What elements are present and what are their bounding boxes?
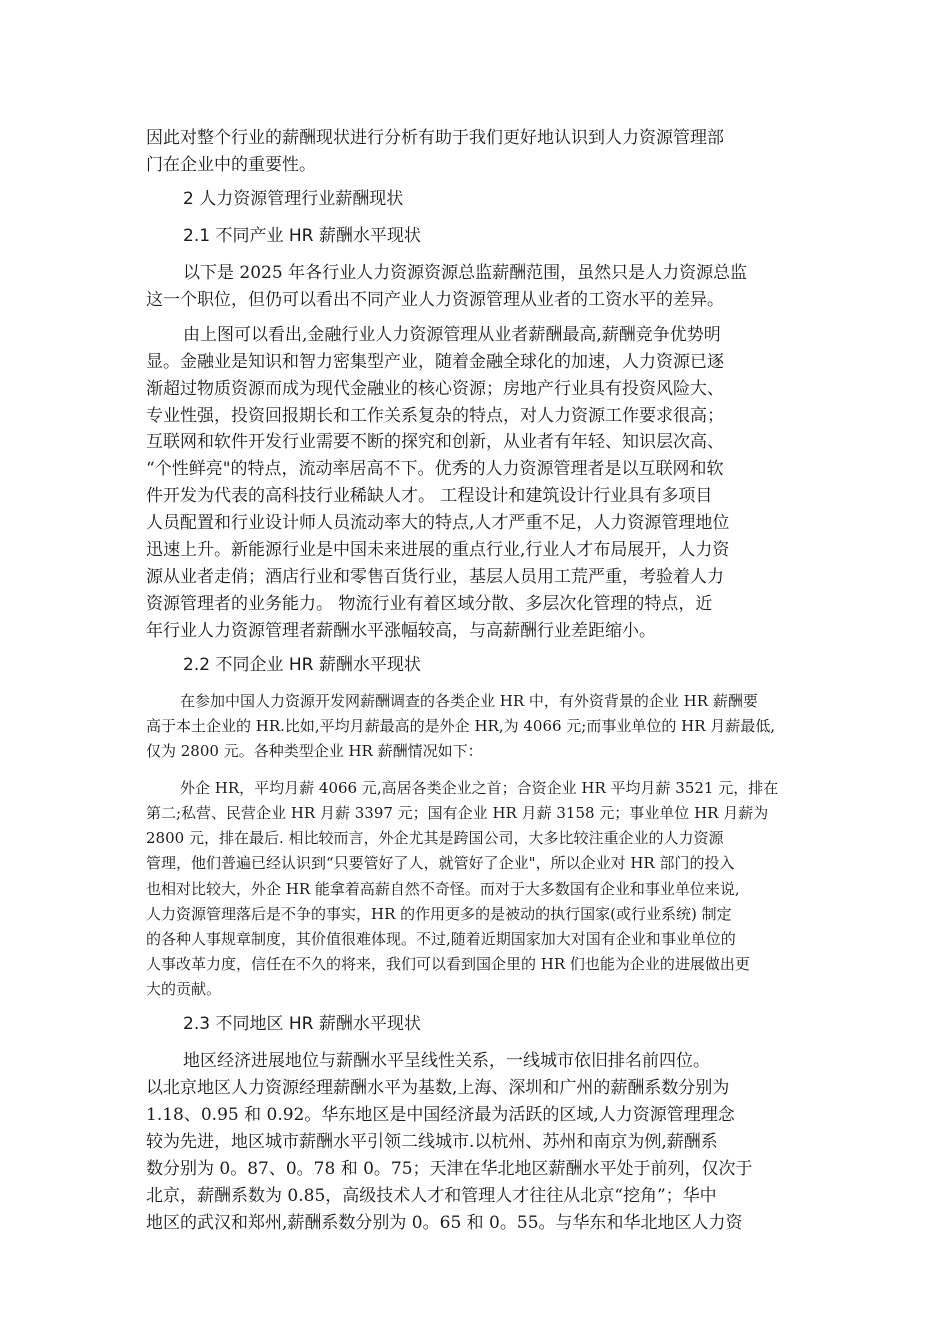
paragraph-line: 地区的武汉和郑州,薪酬系数分别为 0。65 和 0。55。与华东和华北地区人力资 [146,1213,743,1233]
paragraph-line: 仅为 2800 元。各种类型企业 HR 薪酬情况如下： [146,742,483,760]
section-2-3-heading: 2.3 不同地区 HR 薪酬水平现状 [183,1014,421,1034]
paragraph-line: 由上图可以看出,金融行业人力资源管理从业者薪酬最高,薪酬竞争优势明 [183,325,721,345]
paragraph-line: 迅速上升。新能源行业是中国未来进展的重点行业,行业人才布局展开，人力资 [146,540,730,560]
paragraph-line: 地区经济进展地位与薪酬水平呈线性关系，一线城市依旧排名前四位。 [183,1051,710,1071]
paragraph-line: 第二;私营、民营企业 HR 月薪 3397 元；国有企业 HR 月薪 3158 元；事业单位 HR 月薪为 [146,804,769,822]
paragraph-line: 人力资源管理落后是不争的事实，HR 的作用更多的是被动的执行国家(或行业系统) 制定 [146,905,732,923]
section-2-2-heading: 2.2 不同企业 HR 薪酬水平现状 [183,655,421,675]
section-2-heading: 2 人力资源管理行业薪酬现状 [183,189,404,209]
paragraph-line: 1.18、0.95 和 0.92。华东地区是中国经济最为活跃的区域,人力资源管理理念 [146,1105,735,1125]
paragraph-line: 专业性强，投资回报期长和工作关系复杂的特点，对人力资源工作要求很高； [146,406,724,426]
paragraph-line: 北京，薪酬系数为 0.85，高级技术人才和管理人才往往从北京“挖角”；华中 [146,1186,717,1206]
paragraph-line: 资源管理者的业务能力。 物流行业有着区域分散、多层次化管理的特点，近 [146,594,713,614]
paragraph-line: 互联网和软件开发行业需要不断的探究和创新，从业者有年轻、知识层次高、 [146,432,724,452]
paragraph-line: 2800 元，排在最后. 相比较而言，外企尤其是跨国公司，大多比较注重企业的人力资源 [146,829,724,847]
paragraph-line: 件开发为代表的高科技行业稀缺人才。 工程设计和建筑设计行业具有多项目 [146,486,713,506]
paragraph-line: 较为先进，地区城市薪酬水平引领二线城市.以杭州、苏州和南京为例,薪酬系 [146,1132,718,1152]
paragraph-line: 数分别为 0。87、0。78 和 0。75；天津在华北地区薪酬水平处于前列，仅次于 [146,1159,753,1179]
paragraph-line: 源从业者走俏；酒店行业和零售百货行业，基层人员用工荒严重，考验着人力 [146,567,724,587]
paragraph-line: 年行业人力资源管理者薪酬水平涨幅较高，与高薪酬行业差距缩小。 [146,621,656,641]
section-2-1-heading: 2.1 不同产业 HR 薪酬水平现状 [183,226,421,246]
paragraph-line: 显。金融业是知识和智力密集型产业，随着金融全球化的加速，人力资源已逐 [146,352,724,372]
paragraph-line: 以北京地区人力资源经理薪酬水平为基数,上海、深圳和广州的薪酬系数分别为 [146,1078,730,1098]
paragraph-line: 人事改革力度，信任在不久的将来，我们可以看到国企里的 HR 们也能为企业的进展做出更 [146,955,750,973]
paragraph-line: “个性鲜亮"的特点，流动率居高不下。优秀的人力资源管理者是以互联网和软 [146,459,724,479]
paragraph-line: 在参加中国人力资源开发网薪酬调查的各类企业 HR 中，有外资背景的企业 HR 薪酬要 [180,692,758,710]
paragraph-line: 管理，他们普遍已经认识到“只要管好了人，就管好了企业"，所以企业对 HR 部门的投入 [146,854,735,872]
paragraph-line: 的各种人事规章制度，其价值很难体现。不过,随着近期国家加大对国有企业和事业单位的 [146,930,736,948]
paragraph-line: 以下是 2025 年各行业人力资源资源总监薪酬范围，虽然只是人力资源总监 [183,263,748,283]
paragraph-line: 外企 HR，平均月薪 4066 元,高居各类企业之首；合资企业 HR 平均月薪 3521 元，排在 [180,779,779,797]
paragraph-line: 这一个职位，但仍可以看出不同产业人力资源管理从业者的工资水平的差异。 [146,290,724,310]
intro-line: 门在企业中的重要性。 [146,155,316,175]
paragraph-line: 渐超过物质资源而成为现代金融业的核心资源；房地产行业具有投资风险大、 [146,379,724,399]
paragraph-line: 大的贡献。 [146,980,222,998]
paragraph-line: 高于本土企业的 HR.比如,平均月薪最高的是外企 HR,为 4066 元;而事业单位的 HR 月薪最低, [146,717,776,735]
intro-line: 因此对整个行业的薪酬现状进行分析有助于我们更好地认识到人力资源管理部 [146,128,724,148]
paragraph-line: 也相对比较大，外企 HR 能拿着高薪自然不奇怪。而对于大多数国有企业和事业单位来说, [146,880,740,898]
paragraph-line: 人员配置和行业设计师人员流动率大的特点,人才严重不足，人力资源管理地位 [146,513,730,533]
